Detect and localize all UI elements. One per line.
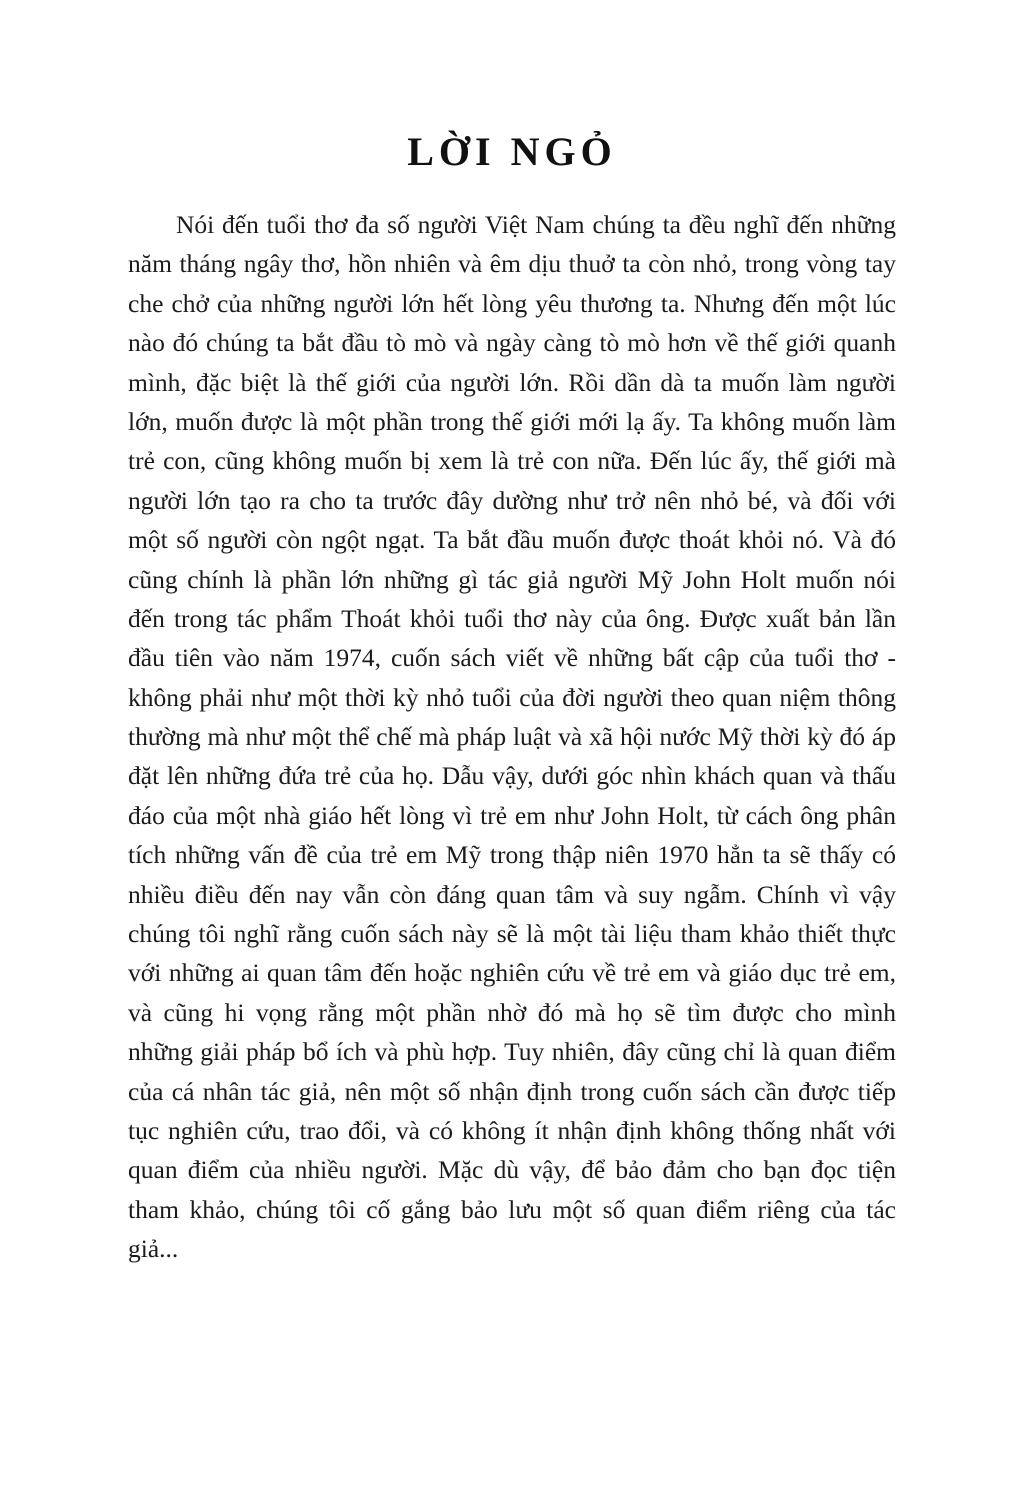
page-content [128,128,896,1269]
body-paragraph: Nói đến tuổi thơ đa số người Việt Nam chúng ta đều nghĩ đến những năm tháng ngây thơ, hồn nhiên và êm dịu thuở ta còn nhỏ, trong vòng tay che chở của những người lớn hết lòng yêu thương ta. Nhưng đến một lúc nào đó chúng ta bắt đầu tò mò và ngày càng tò mò hơn về thế giới quanh mình, đặc biệt là thế giới của người lớn. Rồi dần dà ta muốn làm người lớn, muốn được là một phần trong thế giới mới lạ ấy. Ta không muốn làm trẻ con, cũng không muốn bị xem là trẻ con nữa. Đến lúc ấy, thế giới mà người lớn tạo ra cho ta trước đây dường như trở nên nhỏ bé, và đối với một số người còn ngột ngạt. Ta bắt đầu muốn được thoát khỏi nó. Và đó cũng chính là phần lớn những gì tác giả người Mỹ John Holt muốn nói đến trong tác phẩm Thoát khỏi tuổi thơ này của ông. Được xuất bản lần đầu tiên vào năm 1974, cuốn sách viết về những bất cập của tuổi thơ - không phải như một thời kỳ nhỏ tuổi của đời người theo quan niệm thông thường mà như một thể chế mà pháp luật và xã hội nước Mỹ thời kỳ đó áp đặt lên những đứa trẻ của họ. Dẫu vậy, dưới góc nhìn khách quan và thấu đáo của một nhà giáo hết lòng vì trẻ em như John Holt, từ cách ông phân tích những vấn đề của trẻ em Mỹ trong thập niên 1970 hẳn ta sẽ thấy có nhiều điều đến nay vẫn còn đáng quan tâm và suy ngẫm. Chính vì vậy chúng tôi nghĩ rằng cuốn sách này sẽ là một tài liệu tham khảo thiết thực với những ai quan tâm đến hoặc nghiên cứu về trẻ em và giáo dục trẻ em, và cũng hi vọng rằng một phần nhờ đó mà họ sẽ tìm được cho mình những giải pháp bổ ích và phù hợp. Tuy nhiên, đây cũng chỉ là quan điểm của cá nhân tác giả, nên một số nhận định trong cuốn sách cần được tiếp tục nghiên cứu, trao đổi, và có không ít nhận định không thống nhất với quan điểm của nhiều người. Mặc dù vậy, để bảo đảm cho bạn đọc tiện tham khảo, chúng tôi cố gắng bảo lưu một số quan điểm riêng của tác giả... [128,210,896,1264]
page-title: LỜI NGỎ [407,129,617,174]
